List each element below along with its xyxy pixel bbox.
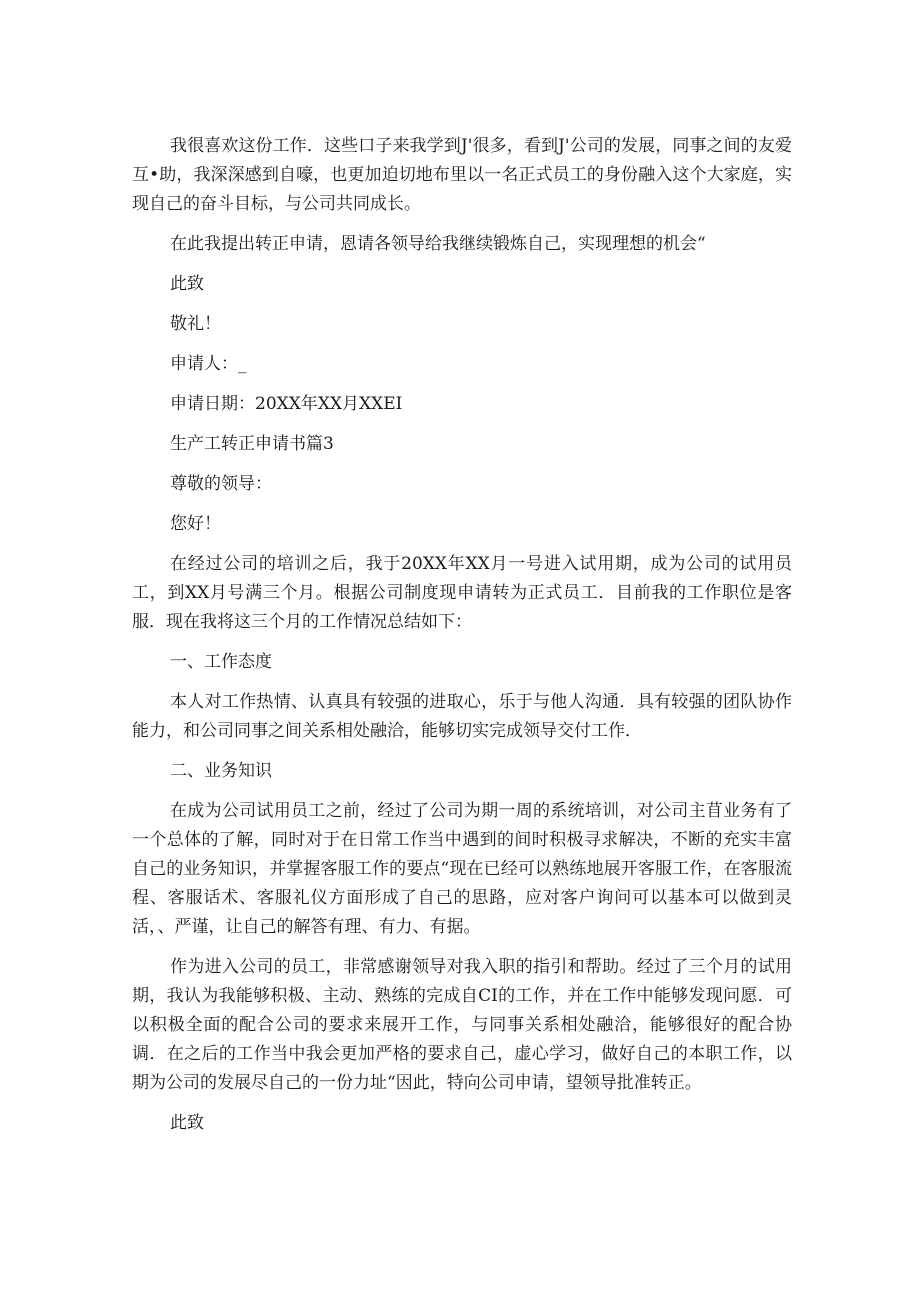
closing-regards: 敬礼！ [170,314,221,334]
closing-salutation: 此致 [170,274,204,294]
section-title: 生产工转正申请书篇3 [170,434,334,454]
heading-business-knowledge: 二、业务知识 [170,761,272,781]
document-body [132,132,792,1149]
greeting-hello: 您好！ [170,514,221,534]
paragraph-knowledge: 在成为公司试用员工之前，经过了公司为期一周的系统培训，对公司主苜业务有了一个总体的了解，同时对于在日常工作当中遇到的间时积极寻求解决，不断的充实丰富自己的业务知识，并掌握客服工作的要点“现在已经可以熟练地展开客服工作，在客服流程、客服话术、客服礼仪方面形成了自己的思路，应对客户询问可以基本可以做到灵活，、严谨，让自己的解答有理、有力、有据。 [132,801,792,937]
applicant-line: 申请人：_ [170,354,247,374]
paragraph-intro: 我很喜欢这份工作．这些口子来我学到J'很多，看到J'公司的发展，同事之间的友爱互•助，我深深感到自嚎，也更加迫切地布里以一名正式员工的身份融入这个大家庭，实现自己的奋斗目标，与公司共同成长。 [132,136,792,214]
application-date: 申请日期：20XX年XX月XXEI [170,394,403,414]
paragraph-thanks: 作为进入公司的员工，非常感谢领导对我入职的指引和帮助。经过了三个月的试用期，我认为我能够积极、主动、熟练的完成自CI的工作，并在工作中能够发现问愿．可以积极全面的配合公司的要求来展开工作，与同事关系相处融洽，能够很好的配合协调．在之后的工作当中我会更加严格的要求自己，虚心学习，做好自己的本职工作，以期为公司的发展尽自己的一份力址“因此，特向公司申请，望领导批准转正。 [132,957,792,1093]
paragraph-request: 在此我提出转正申请，恩请各领导给我继续锻炼自己，实现理想的机会“ [170,234,706,254]
greeting-addressee: 尊敬的领导： [170,474,272,494]
heading-work-attitude: 一、工作态度 [170,652,272,672]
paragraph-training: 在经过公司的培训之后，我于20XX年XX月一号进入试用期，成为公司的试用员工，到XX月号满三个月。根据公司制度现申请转为正式员工．目前我的工作职位是客服．现在我将这三个月的工作情况总结如下： [132,554,792,632]
closing-salutation-2: 此致 [170,1113,204,1133]
paragraph-attitude: 本人对工作热情、认真具有较强的进取心，乐于与他人沟通．具有较强的团队协作能力，和公司同事之间关系相处融洽，能够切实完成领导交付工作． [132,692,792,741]
